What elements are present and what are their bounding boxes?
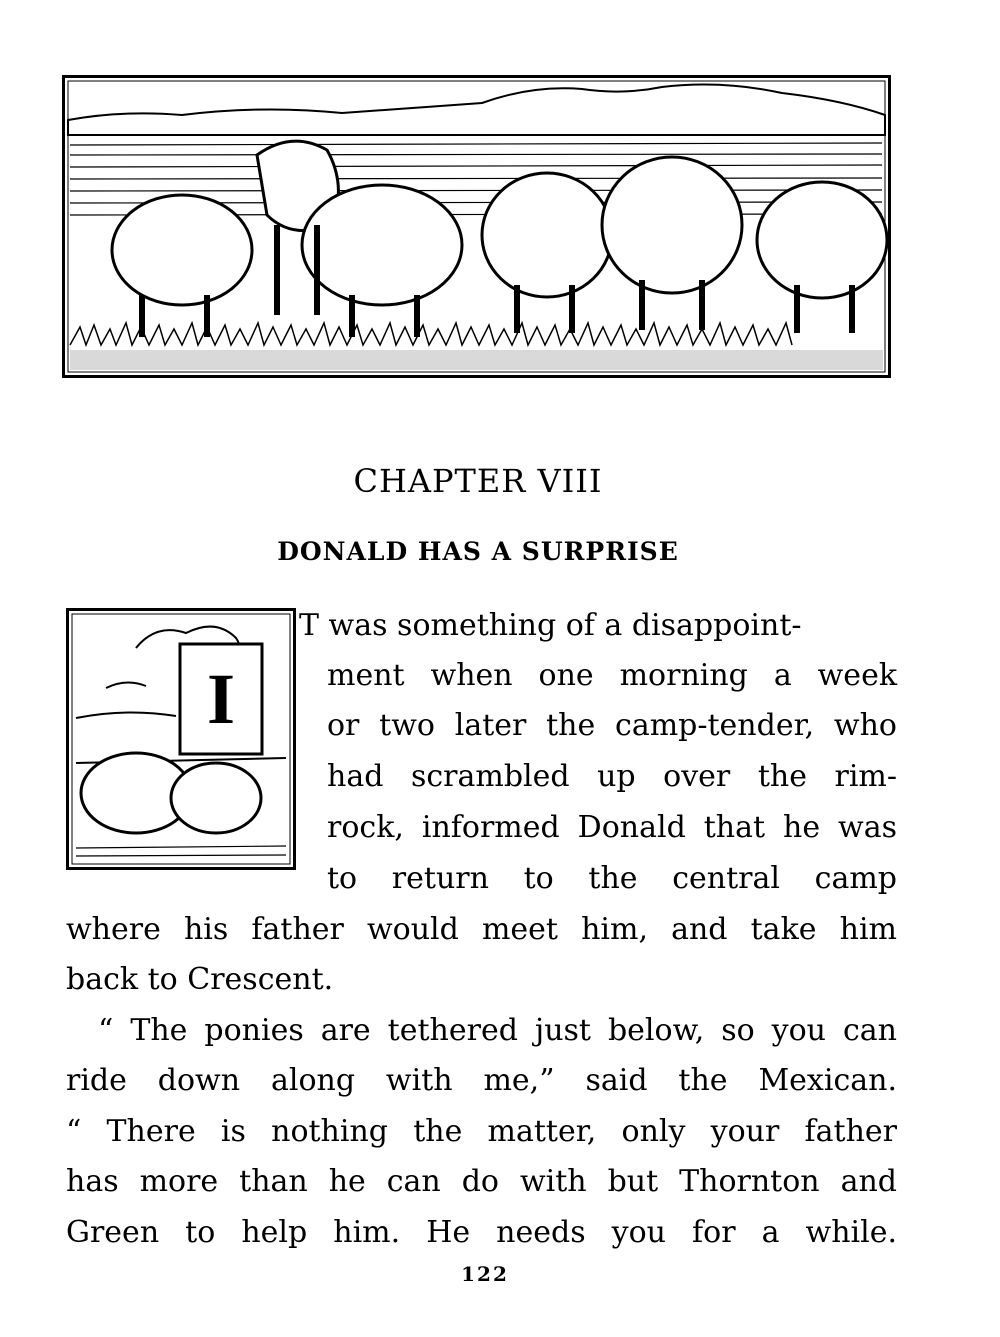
first-line-text: T was something of a disappoint- <box>299 608 802 643</box>
body-line: has more than he can do with but Thornton and <box>66 1164 897 1199</box>
sheep-engraving-illustration <box>62 75 891 378</box>
sheep-drop-cap-icon <box>66 608 296 870</box>
body-line: back to Crescent. <box>66 962 334 997</box>
body-line: had scrambled up over the rim- <box>327 759 897 794</box>
drop-cap <box>66 608 296 870</box>
page-number: 122 <box>461 1262 509 1286</box>
chapter-heading: CHAPTER VIII <box>353 462 603 500</box>
body-line: to return to the central camp <box>327 861 897 896</box>
body-line: “ The ponies are tethered just below, so you can <box>98 1013 897 1048</box>
body-line: “ There is nothing the matter, only your father <box>66 1114 897 1149</box>
body-line: or two later the camp-tender, who <box>327 708 897 743</box>
chapter-subtitle: DONALD HAS A SURPRISE <box>277 537 679 566</box>
body-line: rock, informed Donald that he was <box>327 810 897 845</box>
body-line: ment when one morning a week <box>327 658 897 693</box>
body-line: where his father would meet him, and take him <box>66 912 897 947</box>
drop-cap-letter: I <box>206 659 236 739</box>
body-line: Green to help him. He needs you for a while. <box>66 1215 897 1250</box>
body-line: ride down along with me,” said the Mexican. <box>66 1063 897 1098</box>
